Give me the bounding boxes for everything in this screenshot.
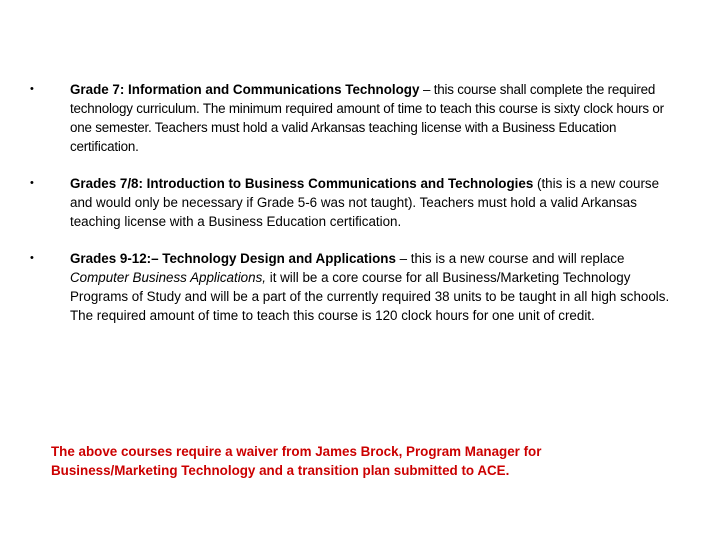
course-item-grade-7-8: [30, 174, 680, 231]
course-description: it will be a core course for all Business/Marketing Technology Programs of Study and will be a part of the currently required 38 units to be taught in all high schools. The required amount of time to teach this course is 120 clock hours for one unit of credit.: [70, 270, 670, 323]
course-title: Grades 9-12:– Technology Design and Applications: [70, 251, 396, 266]
bullet-icon: •: [30, 83, 34, 95]
course-description-intro: – this is a new course and will replace: [395, 251, 625, 266]
waiver-notice: The above courses require a waiver from James Brock, Program Manager for Business/Marketing Technology and a transition plan submitted to ACE.: [51, 444, 542, 478]
replaced-course-name: Computer Business Applications,: [70, 270, 266, 285]
bullet-icon: •: [30, 177, 34, 189]
bullet-icon: •: [30, 252, 34, 264]
course-item-grade-7: [30, 80, 680, 156]
course-item-grade-9-12: [30, 249, 680, 325]
course-title: Grade 7: Information and Communications Technology: [70, 82, 420, 97]
course-description: (this is a new course and would only be necessary if Grade 5-6 was not taught). Teachers must hold a valid Arkansas teaching license with a Business Education certification.: [70, 176, 660, 229]
course-title: Grades 7/8: Introduction to Business Communications and Technologies: [70, 176, 534, 191]
course-description: – this course shall complete the required technology curriculum. The minimum required amount of time to teach this course is sixty clock hours or one semester. Teachers must hold a valid Arkansas teaching license with a Business Education certification.: [70, 82, 664, 154]
course-list: [30, 80, 680, 325]
